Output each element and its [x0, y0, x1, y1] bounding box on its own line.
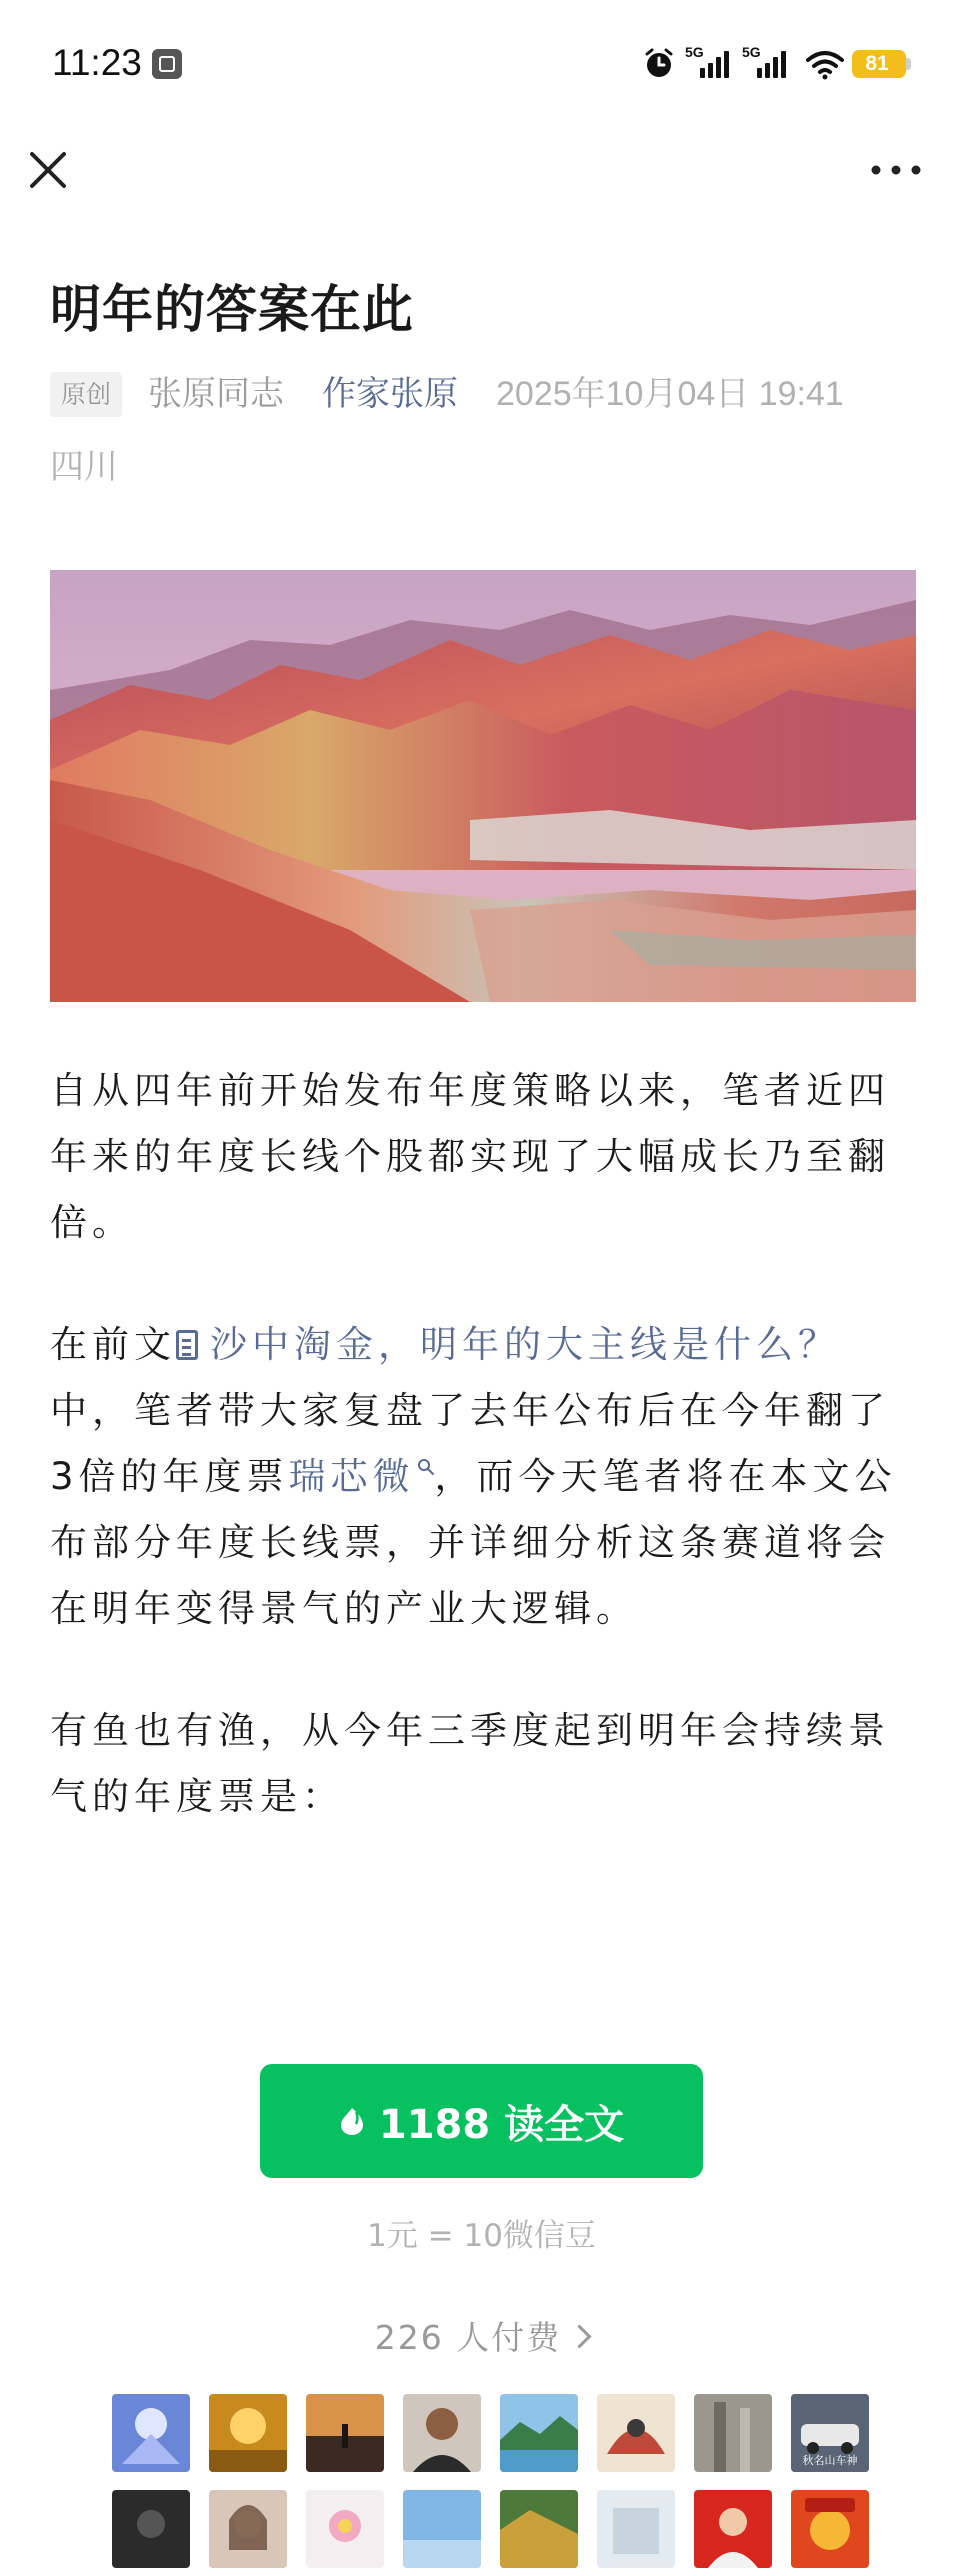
read-full-article-label: 1188 读全文: [378, 2101, 625, 2148]
payer-avatar[interactable]: [597, 2490, 675, 2568]
article-paragraph: [50, 1312, 916, 1642]
payer-avatar[interactable]: [403, 2490, 481, 2568]
account-link[interactable]: 作家张原: [322, 374, 458, 414]
payer-avatar[interactable]: [597, 2394, 675, 2472]
battery-level: 81: [865, 52, 889, 75]
wifi-icon: [806, 50, 844, 80]
publish-date: 2025年10月04日 19:41: [496, 375, 844, 413]
payer-avatar[interactable]: [791, 2394, 869, 2472]
article-title: 明年的答案在此: [50, 281, 415, 340]
article-paragraph: 有鱼也有渔，从今年三季度起到明年会持续景气的年度票是：: [50, 1709, 890, 1818]
payer-avatar[interactable]: [112, 2490, 190, 2568]
payer-avatar[interactable]: [694, 2394, 772, 2472]
payer-avatar[interactable]: [791, 2490, 869, 2568]
payers-count-link[interactable]: [0, 2312, 963, 2359]
network-type-label: 5G: [685, 44, 704, 60]
payer-avatar[interactable]: [694, 2490, 772, 2568]
related-article-title: 沙中淘金，明年的大主线是什么？: [210, 1323, 840, 1366]
signal-bars-icon: [700, 50, 729, 78]
exchange-rate-text: 1元 = 10微信豆: [367, 2218, 596, 2254]
battery-tip: [906, 58, 911, 70]
publish-location: 四川: [50, 447, 118, 487]
paragraph-text: 中，笔者带大家复盘了去年公布后在今年翻了3倍的年度票: [50, 1389, 890, 1498]
signal-bars-icon: [757, 50, 786, 78]
paragraph-text: 在前文: [50, 1323, 176, 1366]
close-icon[interactable]: [18, 140, 78, 200]
payers-count-label: 226 人付费: [374, 2318, 562, 2357]
network-type-label: 5G: [742, 44, 761, 60]
wechat-bean-icon: [339, 2106, 365, 2136]
stock-name: 瑞芯微: [288, 1455, 415, 1498]
payer-avatar[interactable]: [306, 2394, 384, 2472]
alarm-icon: [642, 46, 676, 80]
payer-avatar[interactable]: [112, 2394, 190, 2472]
read-full-article-button[interactable]: [260, 2064, 703, 2178]
avatar-caption: 秋名山车神: [802, 2454, 858, 2467]
hero-image-rainbow-mountains: [50, 570, 916, 1002]
notification-app-icon: [152, 49, 182, 79]
document-icon: [176, 1330, 198, 1360]
search-icon: [417, 1458, 435, 1476]
related-article-link[interactable]: [176, 1323, 840, 1366]
stock-link[interactable]: [289, 1455, 435, 1498]
article-paragraph: 自从四年前开始发布年度策略以来，笔者近四年来的年度长线个股都实现了大幅成长乃至翻倍。: [50, 1069, 890, 1244]
chevron-right-icon: [568, 2324, 592, 2348]
status-time: 11:23: [52, 42, 142, 83]
payer-avatar[interactable]: [306, 2490, 384, 2568]
paragraph-text: ，而今天笔者将在本文公布部分年度长线票，并详细分析这条赛道将会在明年变得景气的产业大逻辑。: [50, 1455, 897, 1630]
payer-avatar[interactable]: [209, 2490, 287, 2568]
more-icon[interactable]: [866, 148, 926, 192]
payer-avatar[interactable]: [209, 2394, 287, 2472]
payer-avatar[interactable]: [500, 2490, 578, 2568]
payer-avatar[interactable]: [500, 2394, 578, 2472]
payer-avatar[interactable]: [403, 2394, 481, 2472]
author-name[interactable]: 张原同志: [148, 374, 284, 414]
original-badge: 原创: [50, 372, 122, 417]
